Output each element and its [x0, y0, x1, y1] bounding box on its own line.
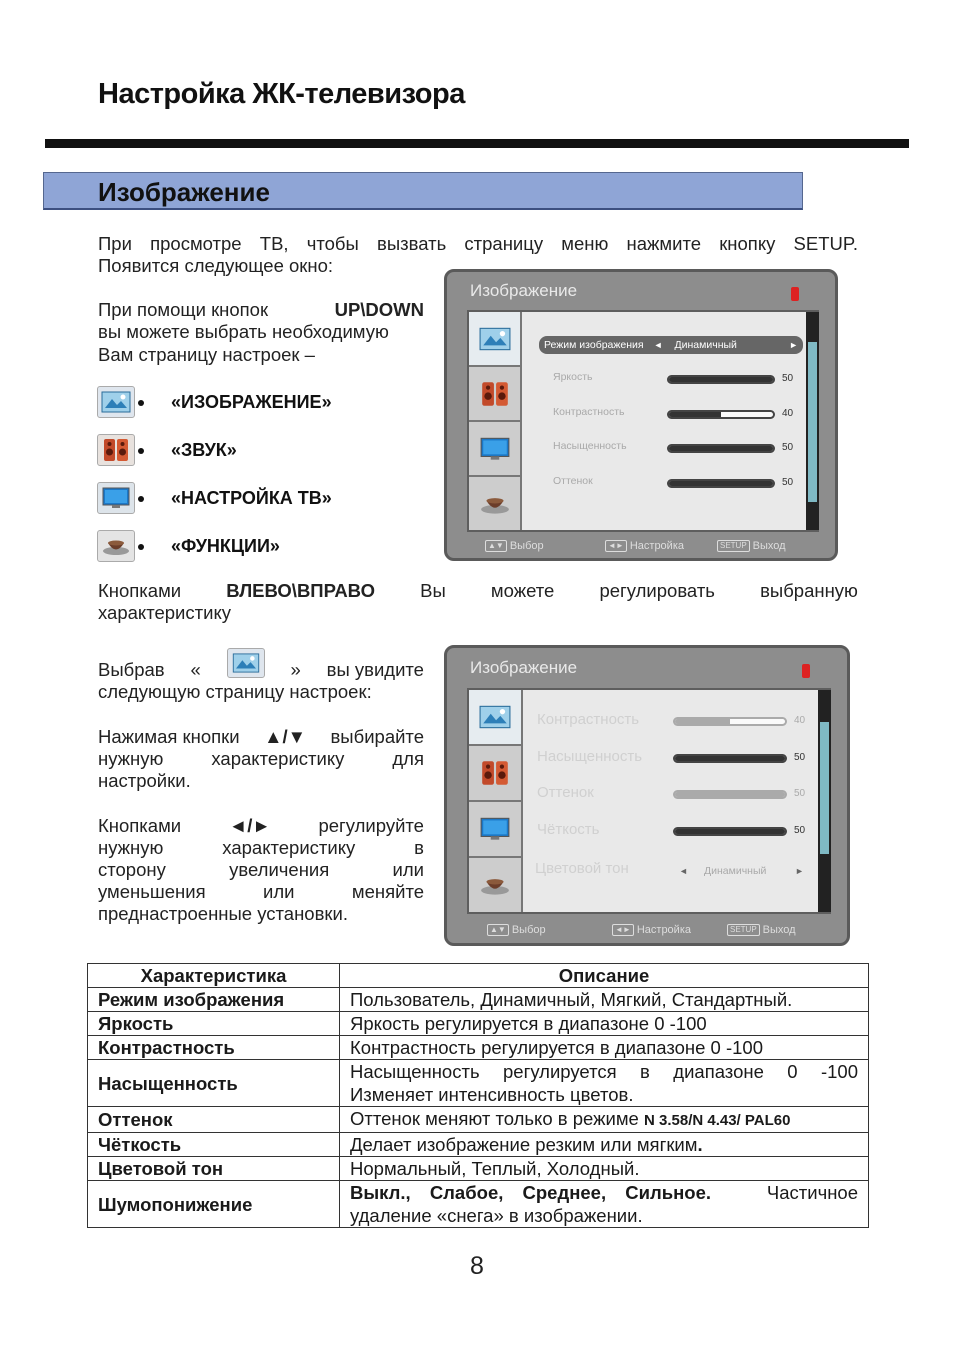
page-label-picture: «ИЗОБРАЖЕНИЕ»	[171, 392, 332, 412]
table-row	[88, 1060, 869, 1107]
choose-line-2: следующую страницу настроек:	[98, 681, 372, 702]
setting-value: 50	[794, 824, 806, 836]
color-tone-value: Динамичный	[704, 865, 767, 877]
setting-slider[interactable]	[667, 375, 775, 384]
header-rule	[45, 139, 909, 148]
updown-line-1	[98, 726, 424, 748]
table-row	[88, 988, 869, 1012]
slider-fill	[675, 829, 785, 834]
page-number: 8	[470, 1252, 484, 1280]
picture-icon	[479, 705, 511, 729]
table-row	[88, 1133, 869, 1157]
table-desc-line	[350, 1181, 858, 1204]
leftright-prefix: Кнопками	[98, 580, 182, 601]
setting-label: Насыщенность	[537, 747, 643, 765]
footer-select-label: Выбор	[511, 924, 546, 936]
setting-value: 50	[782, 442, 794, 453]
table-cell-desc	[340, 1060, 869, 1107]
table-desc-line: удаление «снега» в изображении.	[350, 1205, 643, 1226]
table-header: Характеристика	[88, 964, 340, 988]
setting-slider[interactable]	[667, 444, 775, 453]
setting-slider[interactable]	[673, 827, 787, 836]
page-item-functions	[97, 530, 135, 562]
leftright-line	[98, 580, 858, 602]
functions-icon	[479, 872, 511, 898]
setting-label: Контрастность	[553, 405, 625, 418]
nav-line-3: Вам страницу настроек –	[98, 344, 315, 365]
table-desc-bold: .	[697, 1134, 703, 1155]
menu-title: Изображение	[470, 281, 578, 300]
adjust-line-3: сторону увеличения или	[98, 859, 424, 880]
updown-key-icon: ▲▼	[485, 540, 507, 552]
table-cell-name: Оттенок	[88, 1107, 340, 1133]
updown-text-b: выбирайте	[330, 726, 424, 747]
menu-tab-sound[interactable]	[469, 367, 520, 422]
page-item-picture	[97, 386, 135, 418]
updown-text-a: Нажимая кнопки	[98, 726, 240, 747]
table-desc-line: Изменяет интенсивность цветов.	[350, 1084, 634, 1105]
setting-label: Оттенок	[537, 784, 594, 801]
table-desc-line: Насыщенность регулируется в диапазоне 0 -100	[350, 1061, 858, 1082]
table-row	[88, 1107, 869, 1133]
setting-label: Чёткость	[537, 820, 600, 838]
adjust-text-a: Кнопками	[98, 815, 182, 836]
functions-icon	[479, 491, 511, 517]
functions-icon	[97, 530, 135, 562]
nav-line-1	[98, 299, 424, 321]
table-desc-bold: N 3.58/N 4.43/ PAL60	[644, 1112, 791, 1129]
picture-mode-selector[interactable]	[539, 336, 803, 354]
page-label-sound: «ЗВУК»	[171, 440, 237, 460]
slider-fill	[669, 481, 773, 486]
table-row	[88, 1157, 869, 1181]
bullet	[138, 448, 144, 454]
menu-screen-picture	[444, 645, 850, 946]
setting-value: 40	[794, 715, 806, 726]
table-desc-bold: Выкл., Слабое, Среднее, Сильное.	[350, 1182, 711, 1203]
adjust-text-b: регулируйте	[318, 815, 424, 836]
menu-screen-main	[444, 269, 838, 561]
table-cell-desc: Контрастность регулируется в диапазоне 0 -100	[340, 1036, 869, 1060]
slider-fill	[675, 719, 730, 724]
menu-tab-tv[interactable]	[469, 422, 520, 477]
table-desc-text: Оттенок меняют только в режиме	[350, 1108, 639, 1129]
table-cell-name: Яркость	[88, 1012, 340, 1036]
updown-key-icon: ▲▼	[487, 924, 509, 936]
tv-icon	[479, 436, 511, 462]
updown-line-3: настройки.	[98, 770, 191, 791]
menu-tab-sound[interactable]	[469, 746, 521, 802]
right-arrow-icon: ►	[789, 340, 798, 350]
menu-tab-picture[interactable]	[469, 312, 520, 367]
slider-fill	[669, 446, 773, 451]
spec-table	[87, 963, 869, 1228]
speaker-icon	[479, 380, 511, 408]
picture-mode-value: Динамичный	[674, 339, 737, 351]
table-cell-desc	[340, 1181, 869, 1228]
left-arrow-icon: ◄	[653, 340, 663, 350]
intro-line-2: Появится следующее окно:	[98, 255, 334, 276]
leftright-w4: выбранную	[760, 580, 858, 601]
leftright-key-icon: ◄►	[612, 924, 634, 936]
menu-icon-column	[469, 312, 522, 530]
setting-value: 50	[794, 788, 806, 799]
page-title: Настройка ЖК-телевизора	[98, 78, 465, 110]
setting-slider[interactable]	[673, 754, 787, 763]
footer-exit	[717, 540, 786, 552]
choose-word: Выбрав	[98, 659, 165, 680]
leftright-w1: Вы	[420, 580, 446, 601]
footer-adjust-label: Настройка	[636, 924, 691, 936]
table-cell-name: Чёткость	[88, 1133, 340, 1157]
updown-arrows-icon: ▲/▼	[264, 726, 306, 747]
slider-fill	[675, 756, 785, 761]
table-cell-desc: Пользователь, Динамичный, Мягкий, Стандартный.	[340, 988, 869, 1012]
table-header: Описание	[340, 964, 869, 988]
setting-label: Оттенок	[553, 474, 593, 487]
tv-icon	[97, 482, 135, 514]
intro-line-1: При просмотре ТВ, чтобы вызвать страницу меню нажмите кнопку SETUP.	[98, 233, 858, 254]
color-tone-label: Цветовой тон	[535, 860, 629, 877]
table-desc-text: Частичное	[766, 1182, 858, 1203]
footer-adjust	[605, 540, 684, 552]
setup-key-icon: SETUP	[717, 540, 750, 552]
leftright-w3: регулировать	[599, 580, 715, 601]
table-cell-name: Насыщенность	[88, 1060, 340, 1107]
menu-tab-picture[interactable]	[469, 690, 521, 746]
adjust-line-4: уменьшения или меняйте	[98, 881, 424, 902]
indicator-led	[791, 287, 799, 301]
setup-key-icon: SETUP	[727, 924, 760, 936]
updown-line-2: нужную характеристику для	[98, 748, 424, 769]
footer-adjust	[612, 924, 691, 936]
scrollbar-thumb[interactable]	[808, 342, 817, 502]
slider-fill	[669, 377, 773, 382]
leftright-line-2: характеристику	[98, 602, 231, 623]
setting-slider[interactable]	[667, 410, 775, 419]
menu-scrollbar[interactable]	[818, 690, 831, 912]
leftright-keys: ВЛЕВО\ВПРАВО	[226, 580, 375, 601]
choose-line	[98, 659, 424, 681]
menu-title: Изображение	[470, 658, 578, 677]
setting-slider[interactable]	[673, 790, 787, 799]
quote-open: «	[190, 659, 201, 680]
speaker-icon	[97, 434, 135, 466]
footer-select-label: Выбор	[509, 540, 544, 552]
bullet	[138, 544, 144, 550]
setting-label: Насыщенность	[553, 440, 627, 452]
table-cell-name: Цветовой тон	[88, 1157, 340, 1181]
left-arrow-icon[interactable]: ◄	[679, 866, 688, 876]
footer-select	[485, 540, 544, 552]
setting-value: 50	[794, 751, 806, 763]
page-item-sound	[97, 434, 135, 466]
table-header-row	[88, 964, 869, 988]
setting-value: 40	[782, 407, 794, 419]
page-label-functions: «ФУНКЦИИ»	[171, 536, 280, 556]
footer-exit	[727, 924, 796, 936]
table-cell-desc	[340, 1133, 869, 1157]
scrollbar-thumb[interactable]	[820, 722, 829, 854]
right-arrow-icon[interactable]: ►	[795, 866, 804, 876]
table-cell-desc: Нормальный, Теплый, Холодный.	[340, 1157, 869, 1181]
adjust-line-1	[98, 815, 424, 837]
bullet	[138, 400, 144, 406]
menu-tab-functions[interactable]	[469, 477, 520, 530]
setting-label: Яркость	[553, 371, 593, 383]
setting-value: 50	[782, 476, 794, 488]
page-label-tv: «НАСТРОЙКА ТВ»	[171, 488, 332, 508]
footer-adjust-label: Настройка	[629, 540, 684, 552]
nav-line-1-prefix: При помощи кнопок	[98, 299, 269, 320]
setting-slider[interactable]	[667, 479, 775, 488]
setting-label: Контрастность	[537, 711, 640, 728]
leftright-arrows-icon: ◄/►	[228, 815, 271, 836]
adjust-line-2: нужную характеристику в	[98, 837, 424, 858]
footer-exit-label: Выход	[752, 540, 786, 552]
table-row	[88, 1012, 869, 1036]
table-row	[88, 1036, 869, 1060]
menu-panel	[467, 688, 831, 914]
nav-line-2: вы можете выбрать необходимую	[98, 321, 389, 342]
footer-exit-label: Выход	[762, 924, 796, 936]
leftright-key-icon: ◄►	[605, 540, 627, 552]
menu-scrollbar[interactable]	[806, 312, 819, 530]
quote-close: »	[290, 659, 301, 680]
picture-mode-label: Режим изображения	[544, 339, 644, 351]
tv-icon	[479, 816, 511, 842]
picture-icon	[227, 648, 265, 678]
table-cell-desc	[340, 1107, 869, 1133]
table-cell-name: Режим изображения	[88, 988, 340, 1012]
table-cell-name: Контрастность	[88, 1036, 340, 1060]
section-title: Изображение	[98, 177, 270, 207]
table-desc-text: Делает изображение резким или мягким	[350, 1134, 698, 1155]
speaker-icon	[479, 759, 511, 787]
footer-select	[487, 924, 546, 936]
picture-icon	[479, 327, 511, 351]
page-item-tv	[97, 482, 135, 514]
slider-fill	[669, 412, 721, 417]
setting-slider[interactable]	[673, 717, 787, 726]
menu-tab-tv[interactable]	[469, 802, 521, 858]
bullet	[138, 496, 144, 502]
leftright-w2: можете	[490, 580, 555, 601]
choose-rest: вы увидите	[326, 659, 424, 680]
menu-tab-functions[interactable]	[469, 858, 521, 912]
table-cell-name: Шумопонижение	[88, 1181, 340, 1228]
table-cell-desc: Яркость регулируется в диапазоне 0 -100	[340, 1012, 869, 1036]
picture-icon	[97, 386, 135, 418]
indicator-led	[802, 664, 810, 678]
adjust-line-5: преднастроенные установки.	[98, 903, 348, 924]
slider-fill	[675, 792, 785, 797]
table-row	[88, 1181, 869, 1228]
menu-icon-column	[469, 690, 523, 912]
menu-panel	[467, 310, 819, 532]
setting-value: 50	[782, 373, 794, 384]
nav-keys: UP\DOWN	[334, 299, 424, 320]
